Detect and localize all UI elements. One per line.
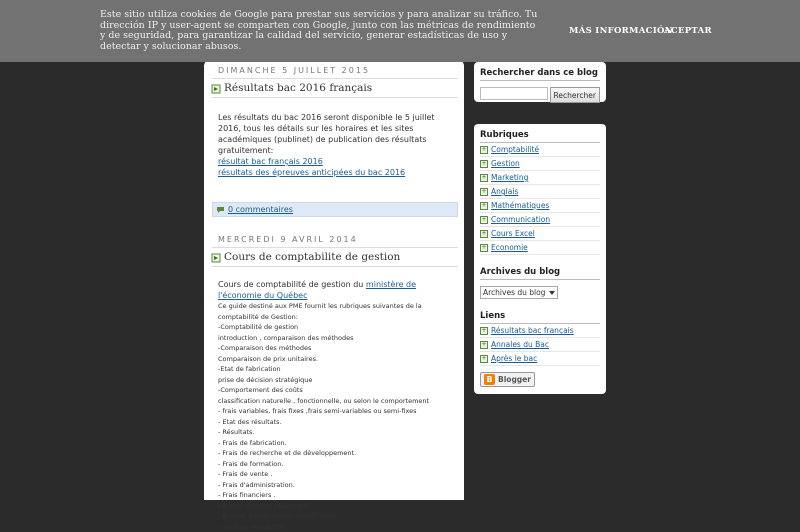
post-body-line: - Frais financiers . bbox=[218, 490, 452, 501]
post bbox=[212, 235, 458, 532]
rubrique-link-label[interactable]: Anglais bbox=[491, 187, 518, 196]
post-body-line: -Etat de fabrication bbox=[218, 364, 452, 375]
search-input[interactable] bbox=[480, 87, 548, 100]
rubrique-link[interactable] bbox=[480, 213, 600, 227]
rubrique-link-label[interactable]: Communication bbox=[491, 215, 550, 224]
post-body-line: - Frais de formation. bbox=[218, 459, 452, 470]
post-body-line: -Comparaison des méthodes bbox=[218, 343, 452, 354]
lien-link[interactable] bbox=[480, 324, 600, 338]
sidebar-widgets bbox=[474, 124, 606, 394]
bullet-icon: + bbox=[480, 174, 488, 182]
post bbox=[212, 66, 458, 217]
post-body-lines bbox=[218, 301, 452, 532]
rubrique-link[interactable] bbox=[480, 171, 600, 185]
post-body-line: classification naturelle , fonctionnelle, ou selon le comportement bbox=[218, 396, 452, 407]
post-body-text: Les résultats du bac 2016 seront disponible le 5 juillet 2016, tous les détails sur les horaires et les sites académiques (publinet) de publication des résultats gratuitement: bbox=[218, 112, 452, 156]
chevron-down-icon bbox=[549, 291, 555, 295]
cookie-banner bbox=[0, 0, 800, 62]
post-body-line: - Seuil de rentabilité. bbox=[218, 522, 452, 532]
post-date: DIMANCHE 5 JUILLET 2015 bbox=[218, 66, 458, 75]
rubrique-link[interactable] bbox=[480, 185, 600, 199]
rubrique-link-label[interactable]: Comptabilité bbox=[491, 145, 539, 154]
search-widget bbox=[474, 62, 606, 102]
post-body-line: - Frais de vente . bbox=[218, 469, 452, 480]
post-intro: Cours de comptabilité de gestion du bbox=[218, 280, 366, 289]
bullet-icon: + bbox=[480, 341, 488, 349]
blogger-logo-icon: B bbox=[484, 374, 495, 385]
more-info-button[interactable]: MÁS INFORMACIÓN bbox=[569, 26, 673, 36]
bullet-icon: + bbox=[480, 244, 488, 252]
lien-link[interactable] bbox=[480, 352, 600, 366]
post-title[interactable] bbox=[212, 247, 458, 267]
lien-link-label[interactable]: Résultats bac français bbox=[491, 326, 574, 335]
post-title-text[interactable]: Cours de comptabilite de gestion bbox=[224, 251, 400, 263]
arrow-right-icon bbox=[212, 85, 220, 93]
rubrique-link-label[interactable]: Cours Excel bbox=[491, 229, 535, 238]
post-body-line: Ce guide destiné aux PME fournit les rubriques suivantes de la bbox=[218, 301, 452, 312]
post-body-line: - Autres revenus (dépenses). bbox=[218, 501, 452, 512]
accept-button[interactable]: ACEPTAR bbox=[664, 26, 712, 36]
bullet-icon: + bbox=[480, 146, 488, 154]
post-body-line: comptabilité de Gestion: bbox=[218, 312, 452, 323]
archive-dropdown-value: Archives du blog bbox=[483, 288, 545, 297]
bullet-icon: + bbox=[480, 230, 488, 238]
post-body-line: - Budget d'exploitation, planification bbox=[218, 511, 452, 522]
rubrique-link[interactable] bbox=[480, 227, 600, 241]
rubrique-link-label[interactable]: Gestion bbox=[491, 159, 520, 168]
post-title[interactable] bbox=[212, 78, 458, 98]
widget-title: Liens bbox=[480, 311, 600, 324]
post-body-line: - frais variables, frais fixes ,frais semi-variables ou semi-fixes bbox=[218, 406, 452, 417]
rubrique-link-label[interactable]: Marketing bbox=[491, 173, 528, 182]
post-footer bbox=[212, 202, 458, 217]
post-title-text[interactable]: Résultats bac 2016 français bbox=[224, 82, 372, 94]
widget-title: Archives du blog bbox=[480, 267, 600, 280]
bullet-icon: + bbox=[480, 355, 488, 363]
comments-link[interactable]: 0 commentaires bbox=[228, 205, 293, 214]
rubriques-list bbox=[480, 143, 600, 255]
rubrique-link-label[interactable]: Mathématiques bbox=[491, 201, 549, 210]
bullet-icon: + bbox=[480, 160, 488, 168]
blogger-badge[interactable] bbox=[480, 372, 535, 387]
post-body bbox=[212, 98, 458, 178]
lien-link-label[interactable]: Annales du Bac bbox=[491, 340, 549, 349]
cookie-text: Este sitio utiliza cookies de Google para prestar sus servicios y para analizar su tráfico. Tu dirección IP y user-agent se comparten con Google, junto con las métricas de rendimiento y de seguridad, para garantizar la calidad del servicio, generar estadísticas de uso y detectar y solucionar abusos. bbox=[100, 10, 540, 52]
post-body-line: - Résultats. bbox=[218, 427, 452, 438]
main-column bbox=[204, 60, 464, 500]
post-body bbox=[212, 267, 458, 532]
lien-link[interactable] bbox=[480, 338, 600, 352]
bullet-icon: + bbox=[480, 202, 488, 210]
lien-link-label[interactable]: Après le bac bbox=[491, 354, 537, 363]
bullet-icon: + bbox=[480, 327, 488, 335]
post-body-line: -Comportement des coûts bbox=[218, 385, 452, 396]
post-body-line: - Frais de fabrication. bbox=[218, 438, 452, 449]
arrow-right-icon bbox=[212, 254, 220, 262]
post-body-line: - Frais d'administration. bbox=[218, 480, 452, 491]
post-date: MERCREDI 9 AVRIL 2014 bbox=[218, 235, 458, 244]
post-body-line: Comparaison de prix unitaires. bbox=[218, 354, 452, 365]
comment-icon bbox=[217, 207, 224, 213]
rubrique-link[interactable] bbox=[480, 143, 600, 157]
liens-list bbox=[480, 324, 600, 366]
post-body-line: -Comptabilité de gestion bbox=[218, 322, 452, 333]
post-link[interactable]: résultats des épreuves anticipées du bac 2016 bbox=[218, 168, 405, 177]
post-body-line: - Frais de recherche et de développement. bbox=[218, 448, 452, 459]
widget-title: Rechercher dans ce blog bbox=[480, 68, 600, 81]
bullet-icon: + bbox=[480, 188, 488, 196]
archive-dropdown[interactable] bbox=[480, 286, 558, 299]
post-body-line: - Etat des résultats. bbox=[218, 417, 452, 428]
bullet-icon: + bbox=[480, 216, 488, 224]
blogger-badge-label: Blogger bbox=[498, 375, 531, 384]
widget-title: Rubriques bbox=[480, 130, 600, 143]
rubrique-link[interactable] bbox=[480, 241, 600, 255]
post-link[interactable]: ministère de l'économie du Québec bbox=[218, 280, 416, 300]
post-link[interactable]: résultat bac français 2016 bbox=[218, 157, 323, 166]
rubrique-link[interactable] bbox=[480, 157, 600, 171]
rubrique-link-label[interactable]: Economie bbox=[491, 243, 528, 252]
rubrique-link[interactable] bbox=[480, 199, 600, 213]
search-button[interactable]: Rechercher bbox=[550, 87, 600, 103]
post-body-line: introduction , comparaison des méthodes bbox=[218, 333, 452, 344]
post-body-line: prise de décision stratégique bbox=[218, 375, 452, 386]
